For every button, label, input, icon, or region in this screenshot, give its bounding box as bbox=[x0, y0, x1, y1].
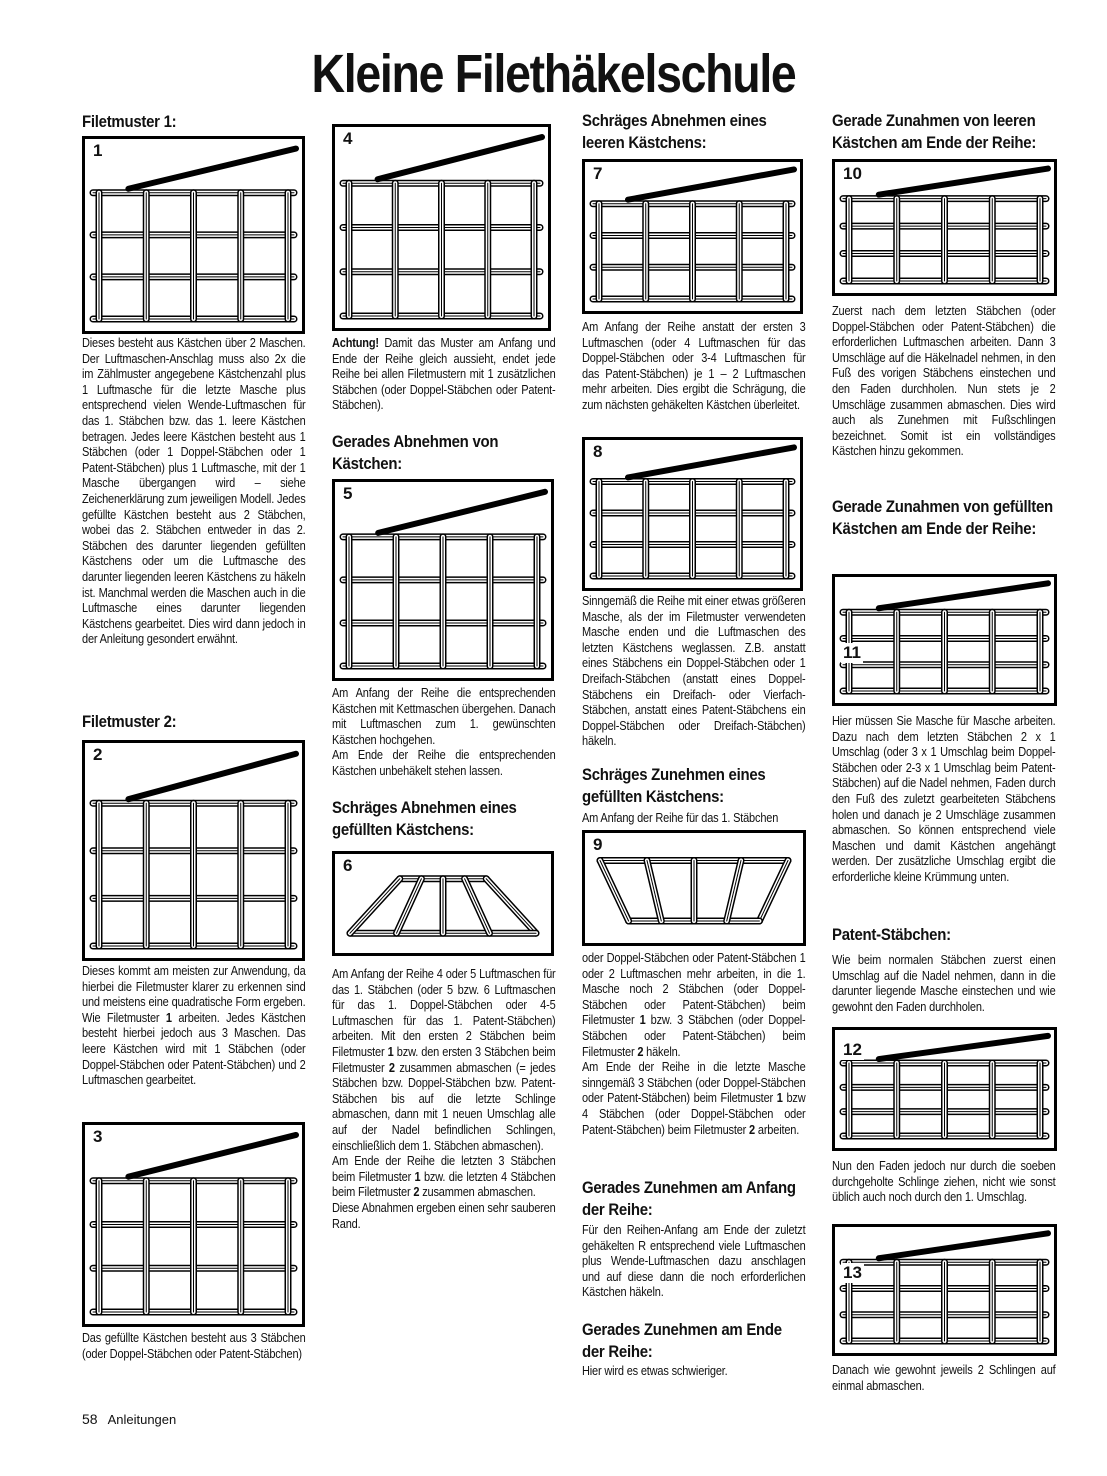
text-segment: Damit das Muster am Anfang und Ende der Reihe gleich aussieht, endet jede Reihe bei allen Filetmustern mit 1 zusätzlichen Stäbchen (oder Doppel-Stäbchen oder Patent-Stäbchen). bbox=[332, 336, 556, 413]
crochet-hook-icon bbox=[628, 447, 794, 477]
figure-1 bbox=[82, 136, 305, 334]
text-block bbox=[82, 336, 306, 648]
page-footer bbox=[82, 1411, 176, 1427]
figure-9 bbox=[582, 830, 806, 946]
paragraph bbox=[332, 686, 556, 748]
text-segment: bzw. die letzten 4 Stäbchen beim Filetmuster bbox=[332, 1169, 556, 1200]
crochet-hook-icon bbox=[378, 137, 542, 179]
figure-number: 13 bbox=[843, 1263, 862, 1282]
text-segment: Am Ende der Reihe die entsprechenden Kästchen unbehäkelt stehen lassen. bbox=[332, 748, 556, 778]
crochet-illustration bbox=[585, 833, 803, 943]
figure-number: 5 bbox=[343, 484, 353, 503]
crochet-illustration bbox=[335, 482, 551, 678]
crochet-hook-icon bbox=[378, 492, 545, 533]
text-segment: Am Anfang der Reihe für das 1. Stäbchen bbox=[582, 811, 779, 825]
text-block bbox=[832, 953, 1056, 1015]
text-block bbox=[332, 686, 556, 780]
crochet-illustration bbox=[85, 1125, 302, 1324]
figure-6 bbox=[332, 851, 554, 956]
figure-number: 1 bbox=[93, 141, 103, 160]
figure-8 bbox=[582, 437, 803, 591]
text-segment: Das gefüllte Kästchen besteht aus 3 Stäbchen (oder Doppel-Stäbchen oder Patent-Stäbchen) bbox=[82, 1331, 306, 1361]
figure-number: 8 bbox=[593, 442, 603, 461]
paragraph bbox=[332, 967, 556, 1154]
paragraph bbox=[582, 320, 806, 414]
paragraph bbox=[332, 1154, 556, 1201]
crochet-hook-icon bbox=[879, 583, 1048, 608]
text-segment: arbeiten. bbox=[755, 1122, 800, 1137]
paragraph bbox=[832, 953, 1056, 1015]
paragraph bbox=[582, 1364, 806, 1380]
crochet-illustration bbox=[335, 127, 548, 328]
text-segment: bzw. den ersten 3 Stäbchen beim Filetmuster bbox=[332, 1044, 556, 1075]
crochet-hook-icon bbox=[879, 1233, 1048, 1258]
text-block bbox=[582, 594, 806, 750]
bold-text: 2 bbox=[413, 1185, 420, 1200]
paragraph bbox=[832, 1363, 1056, 1394]
heading-zunahmen-gefuellt-ende: Gerade Zunahmen von gefüllten Kästchen am Ende der Reihe: bbox=[832, 497, 1053, 538]
paragraph bbox=[82, 336, 306, 648]
text-segment: bzw. 3 Stäbchen (oder Doppel-Stäbchen oder Patent-Stäbchen) beim Filetmuster bbox=[582, 1013, 806, 1059]
figure-11 bbox=[832, 574, 1057, 706]
crochet-illustration bbox=[585, 162, 800, 311]
text-block bbox=[832, 714, 1056, 886]
text-block bbox=[832, 304, 1056, 460]
text-segment: Wie beim normalen Stäbchen zuerst einen Umschlag auf die Nadel nehmen, dann in die darunter liegende Masche einstechen und wie gewohnt den Faden durchholen. bbox=[832, 953, 1056, 1014]
text-segment: Für den Reihen-Anfang am Ende der zuletzt gehäkelten R entsprechend viele Luftmaschen plus Wende-Luftmaschen dazu anschlagen und auf diese dann die noch erforderlichen Kästchen häkeln. bbox=[582, 1223, 806, 1300]
paragraph bbox=[582, 1223, 806, 1301]
crochet-illustration bbox=[335, 854, 551, 953]
paragraph bbox=[582, 811, 806, 827]
paragraph bbox=[582, 1060, 806, 1138]
heading-gerades-abnehmen: Gerades Abnehmen von Kästchen: bbox=[332, 432, 499, 473]
text-block bbox=[582, 1223, 806, 1301]
heading-zunahmen-leer-ende: Gerade Zunahmen von leeren Kästchen am Ende der Reihe: bbox=[832, 111, 1037, 152]
text-segment: Am Anfang der Reihe 4 oder 5 Luftmaschen für das 1. Stäbchen (oder 5 bzw. 6 Luftmaschen für das 1. Doppel-Stäbchen oder 4-5 Luftmaschen für das 1. Patent-Stäbchen) arbeiten. Mit den ersten 2 Stäbchen beim Filetmuster bbox=[332, 967, 556, 1059]
figure-3 bbox=[82, 1122, 305, 1327]
heading-schraeges-zunehmen: Schräges Zunehmen eines gefüllten Kästchens: bbox=[582, 765, 766, 806]
heading-gerades-zunehmen-anfang: Gerades Zunehmen am Anfang der Reihe: bbox=[582, 1178, 796, 1219]
paragraph bbox=[332, 748, 556, 779]
figure-number: 11 bbox=[843, 643, 861, 662]
text-block bbox=[332, 967, 556, 1232]
text-segment: zusammen abmaschen. bbox=[419, 1185, 536, 1200]
figure-12 bbox=[832, 1027, 1057, 1151]
text-block bbox=[82, 964, 306, 1089]
crochet-hook-icon bbox=[128, 1135, 296, 1177]
crochet-illustration bbox=[85, 139, 302, 331]
bold-text: 1 bbox=[414, 1169, 421, 1184]
figure-5 bbox=[332, 479, 554, 681]
bold-text: 2 bbox=[388, 1060, 395, 1075]
text-segment: Sinngemäß die Reihe mit einer etwas größeren Masche, als der im Filetmuster verwendeten Masche enden und die Luftmaschen des letzten Kästchens weglassen. Z.B. anstatt eines Stäbchens ein Doppel-Stäbchen oder 1 Dreifach-Stäbchen (anstatt eines Doppel-Stäbchens ein Dreifach- oder Vierfach-Stäbchen, anstatt eines Patent-Stäbchens ein Doppel-Stäbchen oder Dreifach-Stäbchen) häkeln. bbox=[582, 594, 806, 749]
crochet-hook-icon bbox=[128, 754, 296, 799]
text-segment: Nun den Faden jedoch nur durch die soeben durchgeholte Schlinge ziehen, nicht wie sonst üblich auch noch durch den 1. Umschlag. bbox=[832, 1159, 1056, 1205]
figure-number: 6 bbox=[343, 856, 353, 875]
crochet-hook-icon bbox=[879, 1036, 1048, 1059]
text-block bbox=[582, 1364, 806, 1380]
figure-10 bbox=[832, 159, 1057, 296]
paragraph bbox=[82, 1331, 306, 1362]
figure-number: 3 bbox=[93, 1127, 103, 1146]
bold-text: 1 bbox=[776, 1091, 783, 1106]
section-name: Anleitungen bbox=[107, 1412, 177, 1427]
bold-text: 1 bbox=[639, 1013, 646, 1028]
text-block bbox=[582, 951, 806, 1138]
text-segment: oder Doppel-Stäbchen oder Patent-Stäbchen 1 oder 2 Luftmaschen mehr arbeiten, in die 1. Masche noch 2 Stäbchen (oder Doppel-Stäbchen oder Patent-Stäbchen) beim Filetmuster bbox=[582, 951, 806, 1028]
figure-13 bbox=[832, 1224, 1057, 1356]
bold-text: Achtung! bbox=[332, 336, 379, 350]
heading-schraeges-abnehmen-leer: Schräges Abnehmen eines leeren Kästchens: bbox=[582, 111, 767, 152]
page-title: Kleine Filethäkelschule bbox=[311, 44, 796, 104]
text-block bbox=[82, 1331, 306, 1362]
figure-4 bbox=[332, 124, 551, 331]
heading-filetmuster-1: Filetmuster 1: bbox=[82, 112, 177, 131]
figure-number: 4 bbox=[343, 129, 353, 148]
figure-7 bbox=[582, 159, 803, 314]
heading-gerades-zunehmen-ende: Gerades Zunehmen am Ende der Reihe: bbox=[582, 1320, 782, 1361]
bold-text: 2 bbox=[749, 1122, 756, 1137]
crochet-illustration bbox=[85, 743, 302, 958]
text-segment: Dieses besteht aus Kästchen über 2 Maschen. Der Luftmaschen-Anschlag muss also 2x die im Zählmuster angegebene Kästchenzahl plus 1 Luftmasche für die letzte Masche plus entsprechend vielen Wende-Luftmaschen für das 1. Stäbchen bzw. das 1. leere Kästchen betragen. Jedes leere Kästchen besteht aus 1 Stäbchen (oder 1 Doppel-Stäbchen oder 1 Patent-Stäbchen) plus 1 Luftmasche, mit der 1 Masche übergangen wird – siehe Zeichenerklärung zum jeweiligen Modell. Jedes gefüllte Kästchen besteht aus 2 Stäbchen, wobei das 2. Stäbchen entweder in das 2. Stäbchen des darunter liegenden gefüllten Kästchens oder um die Luftmasche des darunter liegenden leeren Kästchens zu häkeln ist. Manchmal werden die Maschen auch in die Luftmasche eines darunter liegenden Kästchens gearbeitet. Dies wird dann jedoch in der Anleitung gesondert erwähnt. bbox=[82, 336, 306, 647]
crochet-illustration bbox=[835, 1227, 1054, 1353]
crochet-hook-icon bbox=[128, 149, 296, 189]
text-segment: Am Ende der Reihe in die letzte Masche sinngemäß 3 Stäbchen (oder Doppel-Stäbchen oder Patent-Stäbchen) beim Filetmuster bbox=[582, 1060, 806, 1106]
text-segment: Hier müssen Sie Masche für Masche arbeiten. Dazu nach dem letzten Stäbchen 2 x 1 Umschlag (oder 3 x 1 Umschlag beim Doppel-Stäbchen oder 2-3 x 1 Umschlag beim Patent-Stäbchen) auf die Nadel nehmen, Faden durch den Fuß des zuletzt gearbeiteten Stäbchens holen und danach je 2 Umschläge zusammen abmaschen. So können entsprechend viele Maschen und damit Kästchen angehängt werden. Der zusätzliche Umschlag ergibt die erforderliche kleine Krümmung unten. bbox=[832, 714, 1056, 884]
heading-filetmuster-2: Filetmuster 2: bbox=[82, 712, 177, 731]
paragraph bbox=[832, 304, 1056, 460]
text-block bbox=[832, 1159, 1056, 1206]
crochet-illustration bbox=[835, 577, 1054, 703]
heading-schraeges-abnehmen-gefuellt: Schräges Abnehmen eines gefüllten Kästchens: bbox=[332, 798, 517, 839]
text-segment: Diese Abnahmen ergeben einen sehr sauberen Rand. bbox=[332, 1200, 556, 1231]
paragraph bbox=[582, 594, 806, 750]
figure-number: 7 bbox=[593, 164, 603, 183]
text-segment: Am Ende der Reihe die letzten 3 Stäbchen beim Filetmuster bbox=[332, 1154, 556, 1184]
heading-patent-staebchen: Patent-Stäbchen: bbox=[832, 925, 951, 944]
paragraph bbox=[82, 964, 306, 1089]
text-segment: Zuerst nach dem letzten Stäbchen (oder Doppel-Stäbchen oder Patent-Stäbchen) die erforderlichen Luftmaschen arbeiten. Dann 3 Umschläge auf die Häkelnadel nehmen, in den Fuß des vorigen Stäbchens einstechen und den Faden durchholen. Nun stets je 2 Umschläge zusammen abmaschen. Dies wird auch als Zunehmen mit Fußschlingen bezeichnet. Somit ist ein vollständiges Kästchen hinzu gekommen. bbox=[832, 304, 1056, 459]
paragraph bbox=[832, 1159, 1056, 1206]
crochet-illustration bbox=[835, 1030, 1054, 1148]
text-block bbox=[582, 320, 806, 414]
bold-text: 1 bbox=[165, 1010, 172, 1025]
figure-number: 10 bbox=[843, 164, 862, 183]
crochet-illustration bbox=[835, 162, 1054, 293]
text-segment: arbeiten. Jedes Kästchen besteht hierbei jedoch aus 3 Maschen. Das leere Kästchen wird mit 1 Stäbchen (oder Doppel-Stäbchen oder Patent-Stäbchen) und 2 Luftmaschen gearbeitet. bbox=[82, 1010, 306, 1088]
figure-number: 12 bbox=[843, 1040, 862, 1059]
text-segment: Am Anfang der Reihe die entsprechenden Kästchen mit Kettmaschen übergehen. Danach mit Luftmaschen zum 1. gewünschten Kästchen hochgehen. bbox=[332, 686, 556, 747]
text-segment: bzw 4 Stäbchen (oder Doppel-Stäbchen oder Patent-Stäbchen) beim Filetmuster bbox=[582, 1091, 806, 1137]
bold-text: 2 bbox=[637, 1044, 644, 1059]
paragraph bbox=[332, 336, 556, 414]
text-segment: Dieses kommt am meisten zur Anwendung, da hierbei die Filetmuster klarer zu erkennen sind und meistens eine quadratische Form ergeben. Wie Filetmuster bbox=[82, 964, 306, 1025]
crochet-hook-icon bbox=[628, 169, 794, 199]
text-block bbox=[582, 811, 806, 827]
paragraph bbox=[832, 714, 1056, 886]
figure-number: 9 bbox=[593, 835, 603, 854]
paragraph bbox=[332, 1201, 556, 1232]
text-segment: Hier wird es etwas schwieriger. bbox=[582, 1364, 728, 1378]
text-segment: Am Anfang der Reihe anstatt der ersten 3 Luftmaschen (oder 4 Luftmaschen für das Doppel-Stäbchen oder 3-4 Luftmaschen für das Patent-Stäbchen) je 1 – 2 Luftmaschen mehr arbeiten. Dies ergibt die Schrägung, die zum nächsten gehäkelten Kästchen überleitet. bbox=[582, 320, 806, 412]
bold-text: 1 bbox=[387, 1044, 394, 1059]
paragraph bbox=[582, 951, 806, 1060]
text-segment: Danach wie gewohnt jeweils 2 Schlingen auf einmal abmaschen. bbox=[832, 1363, 1056, 1393]
crochet-illustration bbox=[585, 440, 800, 588]
crochet-hook-icon bbox=[879, 169, 1048, 195]
figure-number: 2 bbox=[93, 745, 103, 764]
text-block bbox=[332, 336, 556, 414]
text-block bbox=[832, 1363, 1056, 1394]
figure-2 bbox=[82, 740, 305, 961]
text-segment: häkeln. bbox=[643, 1044, 681, 1059]
text-segment: zusammen abmaschen (= jedes Stäbchen bzw. Doppel-Stäbchen bzw. Patent-Stäbchen bis auf die letzte Schlinge abmaschen, dann mit 1 neuen Umschlag alle auf der Nadel befindlichen Schlingen, einschließlich dem 1. Stäbchen abmaschen). bbox=[332, 1060, 556, 1153]
page-number: 58 bbox=[82, 1411, 98, 1427]
